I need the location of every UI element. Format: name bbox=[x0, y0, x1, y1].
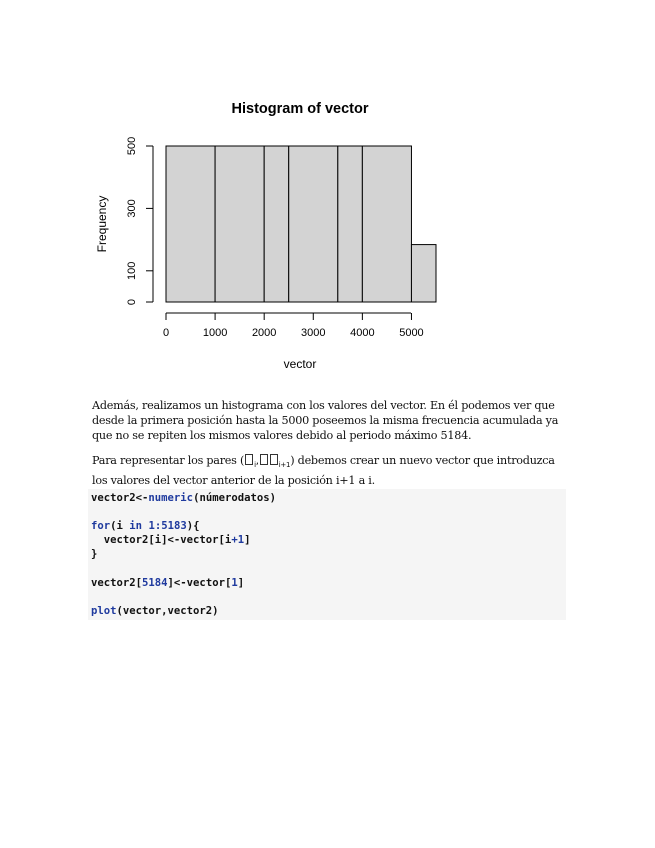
bars-group bbox=[166, 146, 436, 302]
histogram-bar-1 bbox=[166, 146, 215, 302]
code-line-5 bbox=[91, 577, 244, 589]
code-number: 1 bbox=[237, 534, 245, 546]
subscript-i: i bbox=[254, 461, 256, 469]
histogram-bar-2 bbox=[215, 146, 264, 302]
chart-title: Histogram of vector bbox=[231, 101, 369, 117]
code-function: numeric bbox=[148, 492, 194, 504]
missing-glyph-icon bbox=[245, 454, 253, 465]
histogram-bar-4 bbox=[289, 146, 338, 302]
paragraph-text-1: Además, realizamos un histograma con los valores del vector. En él podemos ver que desde la primera posición hasta la 5000 poseemos la misma frecuencia acumulada ya que no se repiten los mismos valores debido al periodo máximo 5184. bbox=[92, 399, 559, 443]
code-number: 1 bbox=[231, 577, 238, 589]
paragraph-2-start: Para representar los pares ( bbox=[92, 454, 245, 467]
x-tick-label: 1000 bbox=[202, 327, 228, 339]
histogram-chart bbox=[88, 92, 458, 382]
missing-glyph-icon bbox=[260, 454, 268, 465]
y-tick-label: 0 bbox=[126, 298, 138, 306]
paragraph-pairs-explanation bbox=[92, 453, 562, 488]
x-tick-label: 3000 bbox=[301, 327, 326, 339]
code-keyword: for bbox=[91, 520, 111, 532]
missing-glyph-icon bbox=[270, 454, 278, 465]
code-number: 1:5183 bbox=[148, 520, 187, 532]
code-token: } bbox=[91, 548, 98, 560]
histogram-bar-6 bbox=[362, 146, 411, 302]
paragraph-2-end: ) debemos crear un nuevo vector que introduzca los valores del vector anterior de la posición i+1 a i. bbox=[92, 454, 555, 488]
paragraph-histogram-explanation bbox=[92, 398, 562, 444]
code-function: plot bbox=[91, 605, 117, 617]
code-token: vector2[ bbox=[91, 577, 143, 589]
code-line-4 bbox=[91, 548, 97, 560]
histogram-bar-5 bbox=[338, 146, 363, 302]
code-line-2 bbox=[91, 520, 199, 532]
code-token: (i bbox=[110, 520, 130, 532]
y-tick-label: 100 bbox=[126, 261, 138, 280]
x-tick-label: 5000 bbox=[399, 327, 424, 339]
y-tick-label: 300 bbox=[126, 199, 138, 218]
subscript-i-plus-1: i+1 bbox=[278, 461, 291, 469]
histogram-figure bbox=[88, 92, 458, 382]
histogram-bar-3 bbox=[264, 146, 289, 302]
x-tick-label: 4000 bbox=[350, 327, 375, 339]
code-operator: + bbox=[231, 534, 238, 546]
x-ticks-group bbox=[163, 313, 424, 339]
code-token: ] bbox=[237, 577, 245, 589]
code-line-3 bbox=[91, 534, 251, 546]
y-tick-label: 500 bbox=[126, 136, 138, 156]
code-token: ){ bbox=[186, 520, 200, 532]
code-token: ]<-vector[ bbox=[167, 577, 232, 589]
code-token: (vector,vector2) bbox=[116, 605, 219, 617]
code-line-1 bbox=[91, 492, 276, 504]
code-number: 5184 bbox=[142, 577, 168, 589]
code-token: vector2[i]<-vector[i bbox=[91, 534, 232, 546]
code-line-6 bbox=[91, 605, 219, 617]
code-token: ] bbox=[244, 534, 251, 546]
code-keyword: in bbox=[129, 520, 143, 532]
x-tick-label: 2000 bbox=[251, 327, 277, 339]
paragraph-text-2 bbox=[92, 453, 562, 488]
x-axis-label: vector bbox=[283, 357, 317, 371]
code-token: vector2<- bbox=[91, 492, 149, 504]
y-ticks-group bbox=[126, 137, 153, 305]
code-token: (númerodatos) bbox=[193, 492, 276, 504]
code-block bbox=[88, 489, 566, 620]
histogram-bar-7 bbox=[411, 245, 436, 302]
y-axis-label: Frequency bbox=[95, 195, 109, 253]
pair-notation: $_i$, $_{i+1}$ bbox=[244, 456, 290, 467]
x-tick-label: 0 bbox=[162, 327, 170, 339]
